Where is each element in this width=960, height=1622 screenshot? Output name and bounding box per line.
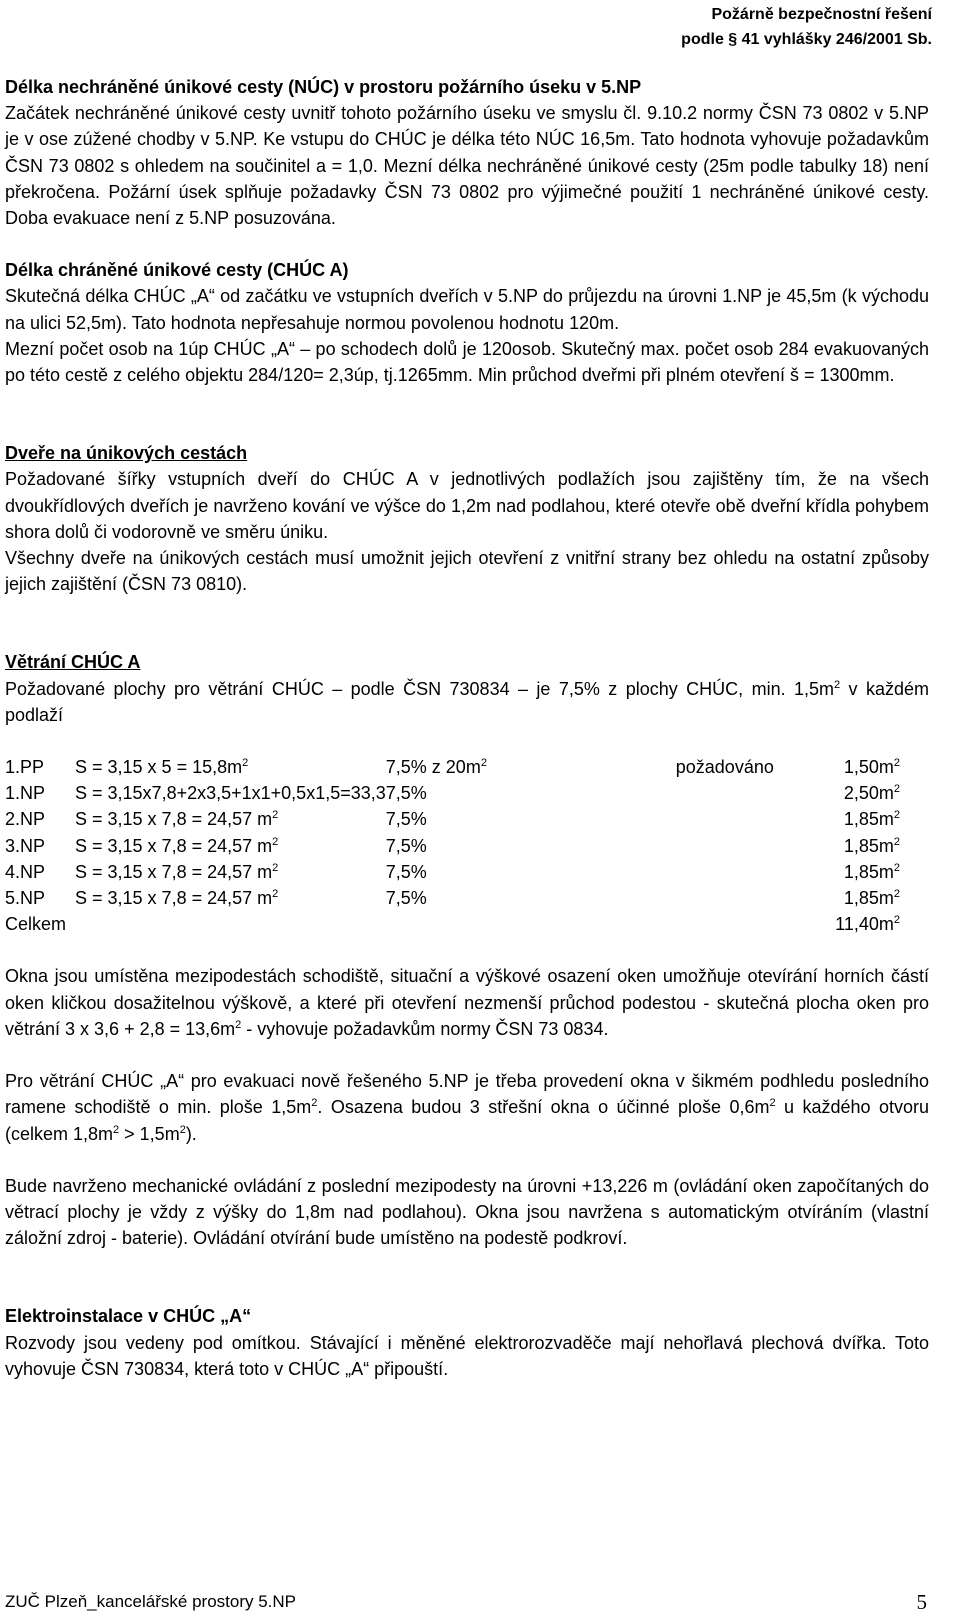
row-required-label [676,780,796,806]
row-percentage: 7,5% [385,835,427,856]
row-percentage: 7,5% [385,783,427,804]
row-floor: 4.NP [5,861,46,882]
total-value: $11,40m^2$ [835,914,900,935]
section-nuc-body: Začátek nechráněné únikové cesty uvnitř tohoto požárního úseku ve smyslu čl. 9.10.2 normy ČSN 73 0802 v 5.NP je v ose zúžené chodby v 5.NP. Ke vstupu do CHÚC je délka této NÚC 16,5m. Tato hodnota vyhovuje požadavkům ČSN 73 0802 s ohledem na součinitel a = 1,0. Mezní délka nechráněné únikové cesty (25m podle tabulky 18) není překročena. Požární úsek splňuje požadavky ČSN 73 0802 pro výjimečné použití 1 nechráněné únikové cesty. Doba evakuace není z 5.NP posuzována. [5,103,929,229]
row-required-label: požadováno [675,757,774,778]
section-chuc-title: Délka chráněné únikové cesty (CHÚC A) [5,260,349,281]
page-header [681,2,932,52]
row-required-label [676,806,796,832]
row-floor: 1.PP [5,757,45,778]
row-area-calc: S = 3,15 x 7,8 = 24,57 $m^2$ [75,861,279,882]
ventilation-row [5,885,900,911]
row-percentage: 7,5% z $20m^2$ [385,757,487,778]
ventilation-paragraph-windows: Okna jsou umístěna mezipodestách schodiště, situační a výškové osazení oken umožňuje otevírání horních částí oken kličkou dosažitelnou výškově, a které při otevření nezmenší průchod podestou - skutečná plocha oken pro větrání 3 x $3,6 + 2,8 = 13,6m^2$ - vyhovuje požadavkům normy ČSN 73 0834. [5,966,929,1039]
row-required-value: $2,50m^2$ [843,783,900,804]
ventilation-paragraph-control: Bude navrženo mechanické ovládání z poslední mezipodesty na úrovni +13,226 m (ovládání oken započítaných do větrací plochy je vždy z výšky do 1,8m nad podlahou). Okna jsou navržena s automatickým otvíráním (vlastní záložní zdroj - baterie). Ovládání otvírání bude umístěno na podestě podkroví. [5,1175,929,1249]
header-line-2: podle § 41 vyhlášky 246/2001 Sb. [681,31,932,48]
row-required-value: $1,85m^2$ [843,809,900,830]
row-required-value: $1,85m^2$ [843,835,900,856]
section-chuc-body-1: Skutečná délka CHÚC „A“ od začátku ve vstupních dveřích v 5.NP do průjezdu na úrovni 1.NP je 45,5m (k východu na ulici 52,5m). Tato hodnota nepřesahuje normou povolenou hodnotu 120m. [5,286,929,333]
row-floor: 5.NP [5,888,46,909]
section-electro [5,1303,929,1382]
ventilation-row [5,754,900,780]
row-floor: 3.NP [5,835,46,856]
row-area-calc: S = 3,15 x 7,8 = 24,57 $m^2$ [75,809,279,830]
section-nuc [5,74,929,231]
document-content [5,74,929,1382]
total-label: Celkem [5,914,67,935]
section-electro-body: Rozvody jsou vedeny pod omítkou. Stávající i měněné elektrorozvaděče mají nehořlavá plechová dvířka. Toto vyhovuje ČSN 730834, která toto v CHÚC „A“ připouští. [5,1332,929,1379]
ventilation-row [5,780,900,806]
row-percentage: 7,5% [385,809,427,830]
footer-document-name: ZUČ Plzeň_kancelářské prostory 5.NP [5,1592,297,1611]
row-area-calc: S = 3,15 x 7,8 = 24,57 $m^2$ [75,835,279,856]
section-ventilation-title: Větrání CHÚC A [5,652,141,673]
row-required-label [676,885,796,911]
row-area-calc: S = 3,15 x 7,8 = 24,57 $m^2$ [75,888,279,909]
section-nuc-title: Délka nechráněné únikové cesty (NÚC) v prostoru požárního úseku v 5.NP [5,77,642,97]
section-ventilation [5,649,929,1251]
row-required-label [676,833,796,859]
row-required-value: $1,85m^2$ [843,861,900,882]
ventilation-row [5,806,900,832]
section-doors-title: Dveře na únikových cestách [5,443,248,464]
row-required-value: $1,85m^2$ [843,888,900,909]
ventilation-intro: Požadované plochy pro větrání CHÚC – podle ČSN 730834 – je 7,5% z plochy CHÚC, min. $1,5m^2$ v každém podlaží [5,678,929,725]
row-floor: 2.NP [5,809,46,830]
ventilation-row [5,859,900,885]
section-doors [5,440,929,597]
row-floor: 1.NP [5,783,46,804]
row-percentage: 7,5% [385,861,427,882]
row-area-calc: S = 3,15 x $5 = 15,8m^2$ [75,757,249,778]
section-chuc [5,257,929,388]
ventilation-row [5,833,900,859]
footer-page-number: 5 [916,1590,927,1614]
ventilation-table [5,754,900,937]
row-required-value: $1,50m^2$ [843,757,900,778]
row-percentage: 7,5% [385,888,427,909]
row-area-calc: S = 3,15x7,8+2x3,5+1x1+0,5x1,5=33,3 [75,783,386,804]
ventilation-paragraph-roof-windows: Pro větrání CHÚC „A“ pro evakuaci nově řešeného 5.NP je třeba provedení okna v šikmém podhledu posledního ramene schodiště o min. ploše $1,5m^2$. Osazena budou 3 střešní okna o účinné ploše $0,6m^2$ u každého otvoru (celkem $1,8m^2 > 1,5m^2$). [5,1071,929,1144]
section-electro-title: Elektroinstalace v CHÚC „A“ [5,1306,252,1327]
section-doors-body-2: Všechny dveře na únikových cestách musí umožnit jejich otevření z vnitřní strany bez ohledu na ostatní způsoby jejich zajištění (ČSN 73 0810). [5,548,929,595]
ventilation-total-row [5,911,900,937]
header-line-1: Požárně bezpečnostní řešení [711,6,932,23]
section-chuc-body-2: Mezní počet osob na 1úp CHÚC „A“ – po schodech dolů je 120osob. Skutečný max. počet osob 284 evakuovaných po této cestě z celého objektu 284/120= 2,3úp, tj.1265mm. Min průchod dveřmi při plném otevření š = 1300mm. [5,338,929,386]
section-doors-body-1: Požadované šířky vstupních dveří do CHÚC A v jednotlivých podlažích jsou zajištěny tím, že na všech dvoukřídlových dveřích je navrženo kování ve výšce do 1,2m nad podlahou, které otevře obě dveřní křídla pohybem shora dolů či vodorovně ve směru úniku. [5,469,929,542]
row-required-label [676,859,796,885]
